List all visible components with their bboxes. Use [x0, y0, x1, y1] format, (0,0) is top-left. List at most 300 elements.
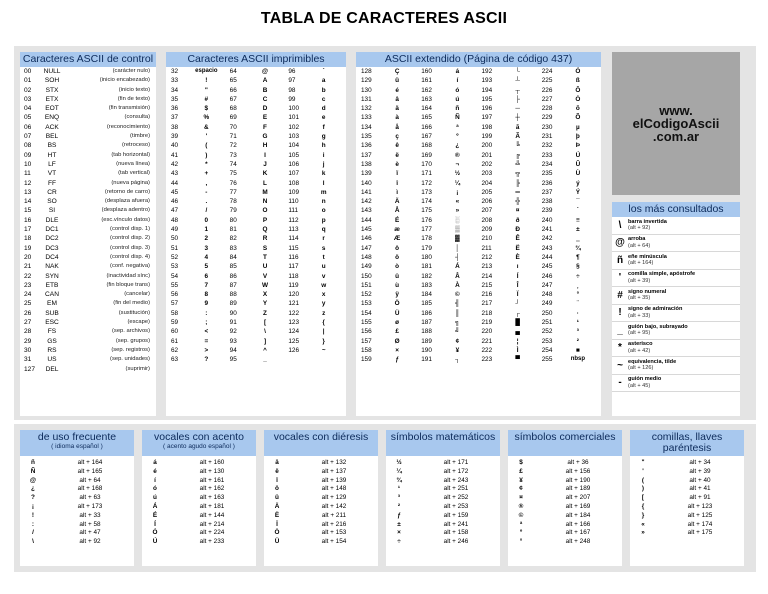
char-code: 199: [481, 133, 493, 141]
char-glyph: C: [262, 95, 268, 103]
control-char-abbr: NULL: [43, 68, 61, 75]
char-glyph: ,: [205, 179, 208, 187]
char-row: [418, 309, 478, 318]
char-row: [227, 244, 286, 253]
shortcut-panel-subtitle: ( acento agudo español ): [163, 443, 235, 450]
char-row: [539, 197, 599, 206]
char-code: 174: [421, 198, 432, 206]
char-row: [168, 244, 227, 253]
control-char-abbr: ESC: [45, 319, 59, 327]
char-row: [358, 234, 418, 243]
control-char-code: 00: [24, 68, 32, 75]
control-char-abbr: DC2: [45, 235, 59, 243]
shortcut-alt-code: alt + 171: [443, 459, 469, 466]
shortcut-row: [142, 485, 256, 494]
shortcut-row: [508, 477, 622, 486]
char-row: [479, 76, 539, 85]
char-glyph: ]: [263, 337, 267, 345]
control-char-abbr: FF: [47, 179, 57, 187]
char-code: 210: [481, 235, 493, 243]
shortcut-alt-code: alt + 165: [77, 467, 103, 475]
char-glyph: K: [262, 170, 268, 178]
char-code: 40: [171, 142, 179, 150]
most-consulted-item: [612, 322, 740, 340]
char-glyph: °: [576, 291, 580, 299]
char-glyph: ┬: [515, 86, 520, 94]
shortcut-glyph: ë: [275, 467, 279, 475]
char-glyph: ░: [455, 216, 460, 224]
control-char-row: [20, 160, 156, 169]
char-row: [358, 290, 418, 299]
char-glyph: Q: [262, 226, 268, 234]
char-glyph: Ä: [394, 198, 400, 206]
char-code: 176: [421, 216, 432, 224]
shortcut-row: [264, 503, 378, 512]
char-column: [418, 67, 478, 365]
char-code: 241: [541, 226, 553, 234]
shortcut-glyph: ²: [397, 502, 401, 510]
char-row: [418, 318, 478, 327]
char-glyph: Ó: [575, 68, 581, 75]
char-glyph: D: [262, 105, 268, 113]
char-row: [168, 346, 227, 355]
char-row: [168, 169, 227, 178]
char-code: 80: [229, 216, 237, 224]
char-row: [168, 123, 227, 132]
char-glyph: ã: [515, 123, 520, 131]
shortcut-row: [142, 538, 256, 547]
most-consulted-glyph: ': [618, 272, 622, 284]
control-char-row: [20, 86, 156, 95]
shortcut-alt-code: alt + 137: [321, 467, 347, 475]
control-char-desc: (desplaza afuera): [104, 198, 150, 205]
char-code: 163: [421, 95, 432, 103]
most-consulted-text: [628, 341, 740, 354]
control-char-desc: (desplaza adentro): [101, 207, 150, 214]
shortcut-panel-title: símbolos matemáticos: [390, 431, 496, 443]
char-glyph: é: [395, 86, 399, 94]
shortcut-row: [264, 459, 378, 468]
control-char-abbr: SOH: [44, 77, 60, 85]
char-row: [285, 244, 344, 253]
char-code: 216: [481, 291, 493, 299]
char-glyph: ò: [395, 263, 400, 271]
char-column: [358, 67, 418, 365]
shortcut-glyph: :: [31, 520, 35, 528]
most-consulted-name: guión bajo, subrayado: [628, 323, 688, 330]
shortcut-glyph: Ü: [274, 538, 280, 546]
char-glyph: T: [263, 253, 267, 261]
char-code: 86: [229, 272, 237, 280]
char-code: 46: [171, 198, 179, 206]
char-row: [479, 151, 539, 160]
char-row: [479, 104, 539, 113]
char-code: 207: [481, 207, 493, 215]
char-row: [479, 123, 539, 132]
shortcut-row: [20, 494, 134, 503]
shortcut-alt-code: alt + 47: [79, 529, 101, 537]
char-row: [227, 86, 286, 95]
char-row: [479, 188, 539, 197]
shortcut-panel-title: comillas, llaves paréntesis: [651, 431, 723, 454]
char-code: 254: [541, 346, 553, 354]
char-glyph: 6: [204, 272, 209, 280]
char-glyph: µ: [576, 123, 580, 131]
shortcut-panel-header: [386, 430, 500, 456]
char-row: [285, 327, 344, 336]
char-code: 89: [229, 300, 237, 308]
char-code: 132: [361, 105, 372, 113]
char-code: 225: [541, 77, 553, 85]
char-glyph: ù: [395, 281, 400, 289]
most-consulted-alt: (alt + 95): [628, 330, 651, 337]
shortcut-alt-code: alt + 172: [443, 467, 469, 475]
char-code: 169: [421, 151, 432, 159]
char-glyph: ┌: [515, 309, 520, 317]
control-char-desc: (conf. negativa): [110, 263, 150, 270]
char-row: [285, 160, 344, 169]
char-row: [358, 299, 418, 308]
char-glyph: O: [262, 207, 268, 215]
char-glyph: /: [205, 207, 208, 215]
char-row: [479, 234, 539, 243]
control-char-desc: (tab vertical): [118, 170, 150, 177]
shortcut-alt-code: alt + 241: [443, 520, 469, 528]
control-char-abbr: DC1: [45, 226, 59, 234]
control-char-code: 07: [24, 133, 32, 141]
char-glyph: ¬: [455, 160, 460, 168]
char-glyph: õ: [575, 105, 580, 113]
char-code: 197: [481, 114, 493, 122]
shortcut-glyph: É: [152, 511, 158, 519]
char-code: 242: [541, 235, 553, 243]
shortcut-alt-code: alt + 162: [199, 485, 225, 493]
char-code: 121: [288, 300, 300, 308]
char-code: 48: [171, 216, 179, 224]
shortcut-row: [20, 477, 134, 486]
shortcut-alt-code: alt + 158: [443, 529, 469, 537]
char-row: [479, 309, 539, 318]
char-glyph: å: [395, 123, 399, 131]
control-char-row: [20, 281, 156, 290]
char-code: 111: [288, 207, 299, 215]
char-row: [168, 206, 227, 215]
char-row: [285, 113, 344, 122]
shortcut-glyph: Á: [152, 502, 158, 510]
most-consulted-alt: (alt + 42): [628, 347, 651, 354]
char-code: 83: [229, 244, 237, 252]
char-glyph: ╩: [515, 160, 520, 168]
char-row: [479, 318, 539, 327]
shortcut-alt-code: alt + 144: [199, 511, 225, 519]
char-glyph: ƒ: [395, 356, 399, 364]
shortcut-glyph: ÷: [397, 538, 401, 546]
char-row: [358, 253, 418, 262]
char-glyph: ±: [576, 226, 580, 234]
shortcut-row: [264, 512, 378, 521]
char-row: [285, 225, 344, 234]
shortcut-panel: [20, 430, 134, 566]
char-row: [479, 327, 539, 336]
char-row: [358, 76, 418, 85]
control-char-code: 26: [24, 309, 32, 317]
char-glyph: p: [321, 216, 326, 224]
char-glyph: ë: [395, 151, 399, 159]
char-code: 158: [361, 346, 372, 354]
control-char-row: [20, 365, 156, 374]
char-code: 84: [229, 253, 237, 261]
char-code: 137: [361, 151, 372, 159]
shortcut-glyph: ±: [397, 520, 401, 528]
shortcut-glyph: ƒ: [397, 511, 401, 519]
char-code: 193: [481, 77, 493, 85]
char-glyph: ┼: [515, 114, 520, 122]
shortcut-panel-header: [20, 430, 134, 456]
char-row: [168, 337, 227, 346]
char-code: 82: [229, 235, 237, 243]
most-consulted-glyph: *: [618, 342, 622, 354]
control-char-code: 23: [24, 281, 32, 289]
shortcut-row: [508, 468, 622, 477]
char-row: [168, 197, 227, 206]
char-code: 148: [361, 253, 372, 261]
char-code: 175: [421, 207, 432, 215]
char-code: 224: [541, 68, 553, 75]
char-glyph: S: [262, 244, 268, 252]
control-char-desc: (sep. registros): [111, 346, 150, 353]
char-row: [539, 290, 599, 299]
char-code: 153: [361, 300, 372, 308]
char-glyph: ¯: [576, 198, 580, 206]
control-char-code: 15: [24, 207, 32, 215]
char-glyph: j: [322, 160, 325, 168]
char-code: 161: [421, 77, 432, 85]
char-row: [539, 141, 599, 150]
char-code: 190: [421, 346, 432, 354]
char-code: 244: [541, 253, 553, 261]
control-char-desc: (suprimir): [125, 365, 150, 372]
char-row: [285, 281, 344, 290]
char-glyph: u: [321, 263, 326, 271]
char-row: [479, 132, 539, 141]
control-char-row: [20, 225, 156, 234]
char-code: 179: [421, 244, 432, 252]
char-code: 162: [421, 86, 432, 94]
char-code: 181: [421, 263, 432, 271]
shortcut-row: [20, 512, 134, 521]
most-consulted-text: [628, 306, 740, 319]
char-code: 90: [229, 309, 237, 317]
shortcut-row: [630, 529, 744, 538]
shortcut-alt-code: alt + 248: [565, 538, 591, 546]
char-code: 130: [361, 86, 372, 94]
char-glyph: ─: [515, 105, 520, 113]
most-consulted-text: [628, 271, 740, 284]
most-consulted-item: [612, 340, 740, 358]
char-row: [418, 299, 478, 308]
char-glyph: <: [204, 328, 209, 336]
char-row: [285, 253, 344, 262]
char-code: 231: [541, 133, 553, 141]
char-row: [227, 179, 286, 188]
char-row: [168, 299, 227, 308]
most-consulted-glyph: ñ: [616, 254, 624, 266]
char-glyph: I: [264, 151, 266, 159]
control-char-abbr: GS: [47, 337, 57, 345]
control-char-desc: (control disp. 1): [110, 226, 150, 233]
shortcut-alt-code: alt + 184: [565, 511, 591, 519]
char-row: [358, 206, 418, 215]
char-row: [418, 188, 478, 197]
char-row: [285, 309, 344, 318]
control-char-abbr: CR: [47, 188, 57, 196]
char-glyph: Î: [516, 281, 519, 289]
char-glyph: ├: [515, 95, 520, 103]
shortcut-glyph: ': [642, 467, 644, 475]
shortcut-glyph: ü: [275, 494, 279, 502]
char-code: 108: [288, 179, 300, 187]
printable-chars-panel: [166, 52, 346, 416]
char-row: [285, 123, 344, 132]
char-code: 105: [288, 151, 300, 159]
char-row: [168, 225, 227, 234]
shortcut-glyph: °: [519, 538, 523, 546]
char-code: 151: [361, 281, 372, 289]
most-consulted-name: signo de admiración: [628, 306, 683, 313]
char-row: [168, 141, 227, 150]
char-glyph: ): [205, 151, 208, 159]
char-row: [418, 169, 478, 178]
char-code: 138: [361, 160, 372, 168]
control-char-row: [20, 290, 156, 299]
control-char-row: [20, 299, 156, 308]
char-glyph: w: [321, 281, 327, 289]
char-row: [479, 337, 539, 346]
most-consulted-name: equivalencia, tilde: [628, 358, 677, 365]
char-row: [285, 188, 344, 197]
char-glyph: 7: [204, 281, 209, 289]
char-code: 116: [288, 253, 299, 261]
shortcut-row: [20, 503, 134, 512]
shortcut-row: [264, 468, 378, 477]
char-glyph: Ö: [394, 300, 400, 308]
control-char-code: 14: [24, 198, 32, 206]
char-row: [358, 225, 418, 234]
most-consulted-item: [612, 375, 740, 393]
char-code: 55: [171, 281, 179, 289]
char-row: [358, 151, 418, 160]
most-consulted-panel: [612, 202, 740, 416]
char-code: 219: [481, 319, 493, 327]
char-row: [358, 123, 418, 132]
char-row: [539, 253, 599, 262]
shortcut-glyph: «: [641, 520, 645, 528]
char-row: [418, 197, 478, 206]
char-glyph: Ã: [515, 133, 520, 141]
char-glyph: 9: [204, 300, 209, 308]
char-code: 88: [229, 291, 237, 299]
shortcut-list: [142, 456, 256, 547]
char-glyph: ╦: [515, 170, 520, 178]
char-glyph: x: [321, 291, 326, 299]
char-code: 187: [421, 319, 432, 327]
char-glyph: û: [395, 272, 400, 280]
char-code: 76: [229, 179, 237, 187]
char-glyph: ï: [396, 170, 399, 178]
shortcut-row: [508, 459, 622, 468]
char-row: [227, 290, 286, 299]
char-row: [168, 113, 227, 122]
control-char-desc: (sep. grupos): [115, 337, 150, 344]
char-row: [285, 318, 344, 327]
char-row: [418, 113, 478, 122]
char-row: [418, 123, 478, 132]
control-char-desc: (cancelar): [124, 291, 150, 298]
char-row: [418, 346, 478, 355]
control-char-code: 01: [24, 77, 32, 85]
char-glyph: þ: [575, 133, 580, 141]
char-row: [539, 188, 599, 197]
shortcut-row: [630, 503, 744, 512]
shortcut-panel-title: de uso frecuente: [37, 431, 117, 443]
char-glyph: É: [394, 216, 400, 224]
char-glyph: ‗: [576, 235, 580, 243]
control-char-row: [20, 151, 156, 160]
char-glyph: ▄: [515, 328, 520, 336]
char-code: 205: [481, 188, 493, 196]
char-row: [479, 86, 539, 95]
shortcut-alt-code: alt + 132: [321, 459, 347, 466]
char-glyph: Ü: [394, 309, 400, 317]
char-code: 229: [541, 114, 553, 122]
shortcut-row: [264, 529, 378, 538]
shortcut-glyph: ": [641, 459, 645, 466]
char-glyph: F: [263, 123, 267, 131]
char-glyph: r: [322, 235, 325, 243]
char-glyph: Ï: [516, 291, 519, 299]
char-code: 133: [361, 114, 372, 122]
char-row: [168, 132, 227, 141]
most-consulted-name: barra invertida: [628, 218, 667, 225]
site-logo[interactable]: [612, 52, 740, 195]
char-glyph: A: [262, 77, 268, 85]
shortcut-panel-title: símbolos comerciales: [514, 431, 616, 443]
char-glyph: y: [321, 300, 326, 308]
char-code: 166: [421, 123, 432, 131]
char-glyph: L: [263, 179, 267, 187]
char-column: [539, 67, 599, 365]
extended-chars-header: ASCII extendido (Página de código 437): [356, 52, 601, 67]
char-code: 140: [361, 179, 372, 187]
char-row: [539, 234, 599, 243]
control-char-code: 13: [24, 188, 32, 196]
char-code: 41: [171, 151, 179, 159]
char-glyph: ì: [396, 188, 399, 196]
char-code: 54: [171, 272, 179, 280]
char-code: 188: [421, 328, 432, 336]
char-glyph: ▓: [455, 235, 460, 243]
shortcut-list: [264, 456, 378, 547]
char-row: [227, 151, 286, 160]
shortcut-row: [630, 485, 744, 494]
control-char-code: 20: [24, 253, 32, 261]
char-glyph: ┤: [455, 253, 460, 261]
control-char-abbr: CAN: [45, 291, 59, 299]
char-code: 62: [171, 346, 179, 354]
control-char-row: [20, 337, 156, 346]
char-code: 206: [481, 198, 493, 206]
shortcut-list: [630, 456, 744, 538]
